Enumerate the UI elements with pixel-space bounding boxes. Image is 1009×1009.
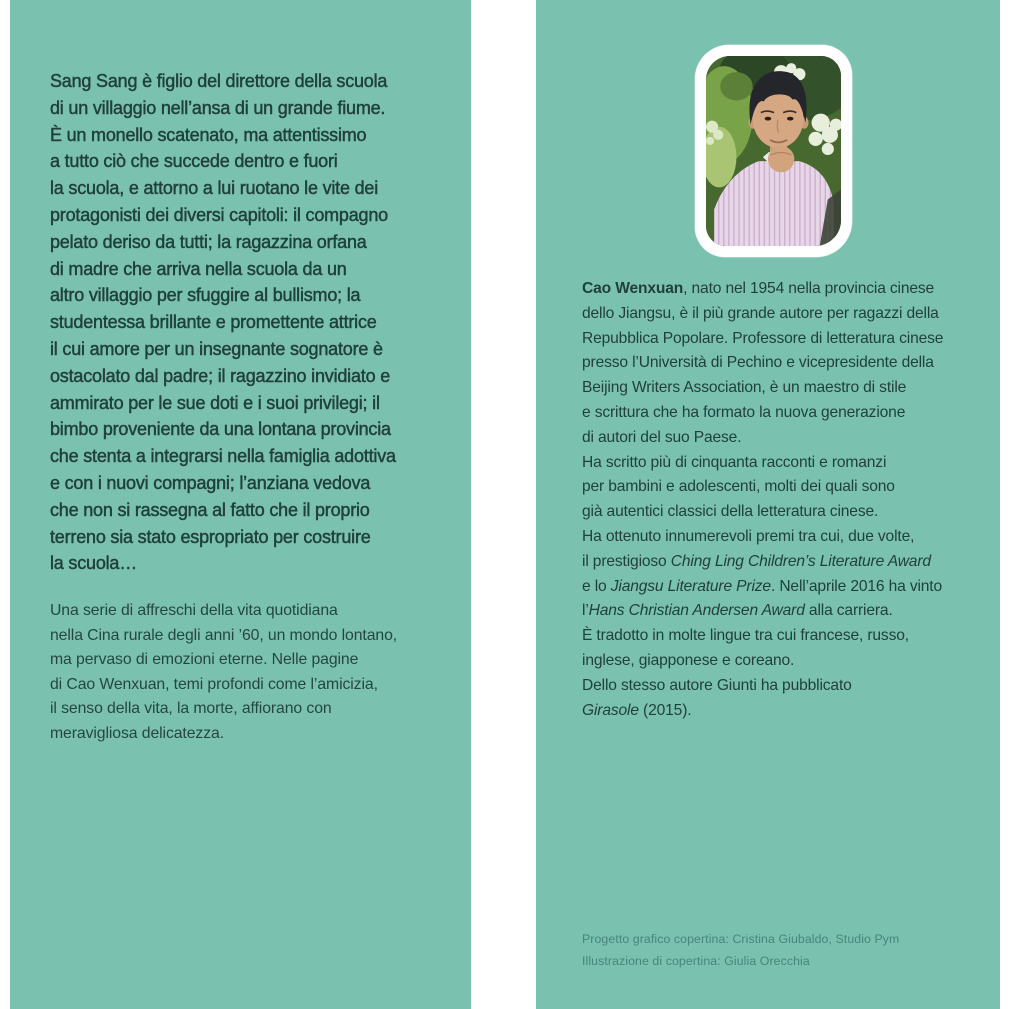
- text-line: È tradotto in molte lingue tra cui francese, russo,: [582, 627, 909, 645]
- text-line: dello Jiangsu, è il più grande autore per ragazzi della: [582, 304, 939, 322]
- text-line: che non si rassegna al fatto che il proprio: [50, 499, 370, 520]
- text-line: protagonisti dei diversi capitoli: il compagno: [50, 204, 388, 225]
- author-bio-text: [582, 277, 943, 723]
- author-photo-frame: [695, 45, 852, 257]
- text-line: nella Cina rurale degli anni ’60, un mondo lontano,: [50, 626, 398, 644]
- text-line: e con i nuovi compagni; l’anziana vedova: [50, 472, 371, 493]
- text-line: altro villaggio per sfuggire al bullismo; la: [50, 285, 361, 306]
- text-line: È un monello scatenato, ma attentissimo: [50, 124, 367, 145]
- text-line: il cui amore per un insegnante sognatore è: [50, 338, 383, 359]
- text-line: di Cao Wenxuan, temi profondi come l’amicizia,: [50, 675, 378, 693]
- text-line: e lo Jiangsu Literature Prize. Nell’aprile 2016 ha vinto: [582, 577, 943, 595]
- text-line: ostacolato dal padre; il ragazzino invidiato e: [50, 365, 391, 386]
- text-line: Una serie di affreschi della vita quotidiana: [50, 602, 338, 619]
- text-line: ammirato per le sue doti e i suoi privilegi; il: [50, 392, 380, 413]
- author-portrait-illustration: [706, 56, 841, 246]
- text-line: pelato deriso da tutti; la ragazzina orfana: [50, 231, 367, 252]
- review-text: [50, 599, 397, 747]
- author-fist: [768, 146, 794, 172]
- text-line: a tutto ciò che succede dentro e fuori: [50, 151, 338, 172]
- text-line: il senso della vita, la morte, affiorano con: [50, 700, 332, 718]
- text-line: Beijing Writers Association, è un maestro di stile: [582, 379, 907, 397]
- mid-foliage: [720, 72, 752, 100]
- text-line: l’Hans Christian Andersen Award alla carriera.: [582, 602, 893, 620]
- text-line: Sang Sang è figlio del direttore della scuola: [50, 71, 388, 91]
- text-line: che stenta a integrarsi nella famiglia adottiva: [50, 446, 396, 467]
- text-line: Cao Wenxuan, nato nel 1954 nella provincia cinese: [582, 280, 935, 297]
- text-line: bimbo proveniente da una lontana provincia: [50, 419, 391, 440]
- left-flap: [10, 0, 471, 1009]
- text-line: inglese, giapponese e coreano.: [582, 651, 795, 669]
- text-line: Repubblica Popolare. Professore di letteratura cinese: [582, 329, 944, 347]
- text-line: per bambini e adolescenti, molti dei quali sono: [582, 478, 895, 496]
- text-line: di madre che arriva nella scuola da un: [50, 258, 347, 279]
- text-line: Progetto grafico copertina: Cristina Giubaldo, Studio Pym: [582, 932, 900, 946]
- cover-credits-text: [582, 929, 899, 972]
- text-line: Illustrazione di copertina: Giulia Orecchia: [582, 953, 810, 968]
- text-line: Ha ottenuto innumerevoli premi tra cui, due volte,: [582, 527, 915, 545]
- author-portrait-photo: [706, 56, 841, 246]
- text-line: meravigliosa delicatezza.: [50, 724, 224, 742]
- text-line: ma pervaso di emozioni eterne. Nelle pagine: [50, 651, 359, 669]
- text-line: di un villaggio nell’ansa di un grande fiume.: [50, 97, 386, 118]
- text-line: presso l’Università di Pechino e vicepresidente della: [582, 354, 934, 372]
- text-line: di autori del suo Paese.: [582, 428, 742, 446]
- text-line: terreno sia stato espropriato per costruire: [50, 526, 371, 547]
- text-line: la scuola…: [50, 553, 138, 574]
- text-line: studentessa brillante e promettente attrice: [50, 312, 377, 333]
- text-line: il prestigioso Ching Ling Children’s Literature Award: [582, 552, 931, 570]
- text-line: già autentici classici della letteratura cinese.: [582, 503, 879, 521]
- text-line: e scrittura che ha formato la nuova generazione: [582, 403, 906, 421]
- text-line: Dello stesso autore Giunti ha pubblicato: [582, 676, 852, 694]
- text-line: Ha scritto più di cinquanta racconti e romanzi: [582, 453, 887, 471]
- synopsis-text: [50, 68, 396, 577]
- text-line: la scuola, e attorno a lui ruotano le vite dei: [50, 178, 379, 199]
- right-flap: [536, 0, 1000, 1009]
- text-line: Girasole (2015).: [582, 701, 692, 719]
